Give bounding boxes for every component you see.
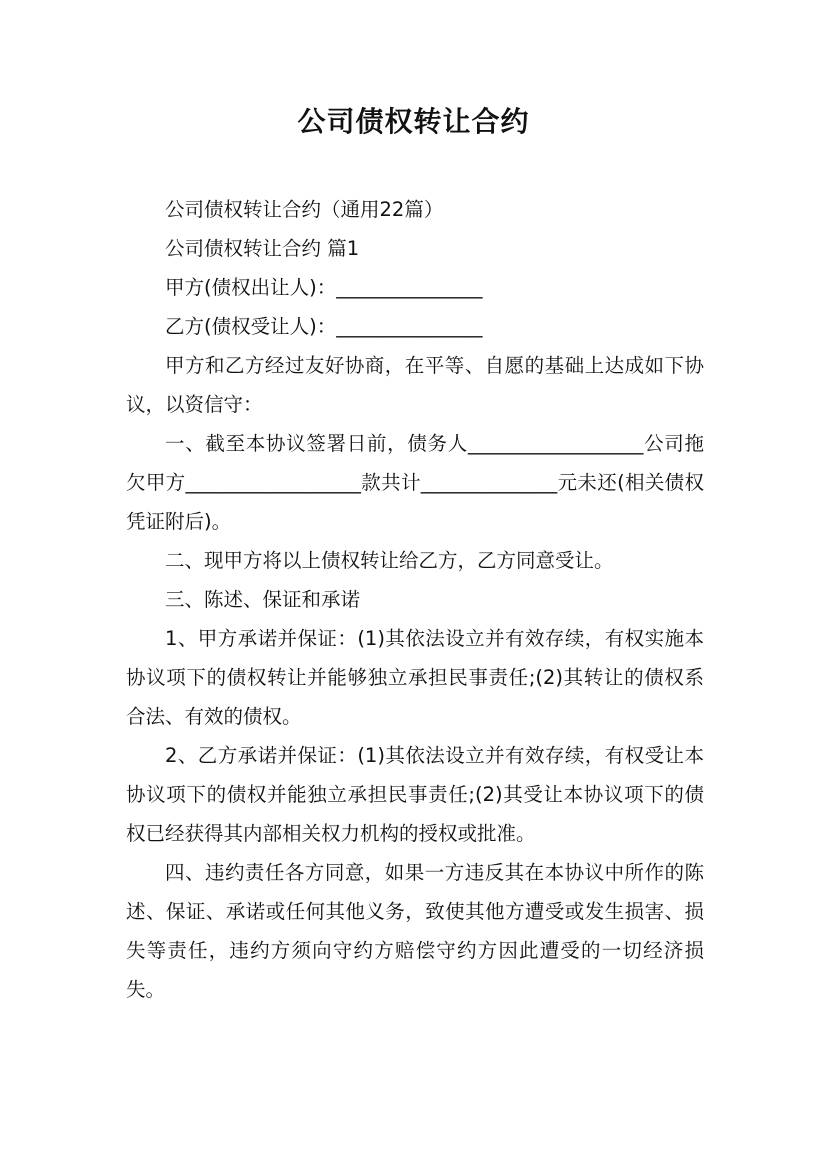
document-body xyxy=(126,190,704,1009)
paragraph-clause-3-2: 2、乙方承诺并保证：(1)其依法设立并有效存续，有权受让本协议项下的债权并能独立承担民事责任;(2)其受让本协议项下的债权已经获得其内部相关权力机构的授权或批准。 xyxy=(126,744,704,845)
document-title: 公司债权转让合约 xyxy=(297,105,530,138)
paragraph-clause-1: 一、截至本协议签署日前，债务人__________________公司拖欠甲方__________________款共计______________元未还(相关债权凭证附后)。 xyxy=(126,432,704,533)
paragraph-clause-2: 二、现甲方将以上债权转让给乙方，乙方同意受让。 xyxy=(165,549,614,572)
paragraph-clause-3-heading: 三、陈述、保证和承诺 xyxy=(165,588,361,611)
paragraph-clause-4: 四、违约责任各方同意，如果一方违反其在本协议中所作的陈述、保证、承诺或任何其他义务，致使其他方遭受或发生损害、损失等责任，违约方须向守约方赔偿守约方因此遭受的一切经济损失。 xyxy=(126,861,704,1001)
paragraph-subtitle: 公司债权转让合约（通用22篇） xyxy=(165,198,444,221)
paragraph-party-a: 甲方(债权出让人)：_______________ xyxy=(165,276,483,299)
paragraph-clause-3-1: 1、甲方承诺并保证：(1)其依法设立并有效存续，有权实施本协议项下的债权转让并能够独立承担民事责任;(2)其转让的债权系合法、有效的债权。 xyxy=(126,627,704,728)
paragraph-preamble: 甲方和乙方经过友好协商，在平等、自愿的基础上达成如下协议，以资信守： xyxy=(126,354,704,416)
paragraph-party-b: 乙方(债权受让人)：_______________ xyxy=(165,315,483,338)
paragraph-section-heading: 公司债权转让合约 篇1 xyxy=(165,237,360,260)
